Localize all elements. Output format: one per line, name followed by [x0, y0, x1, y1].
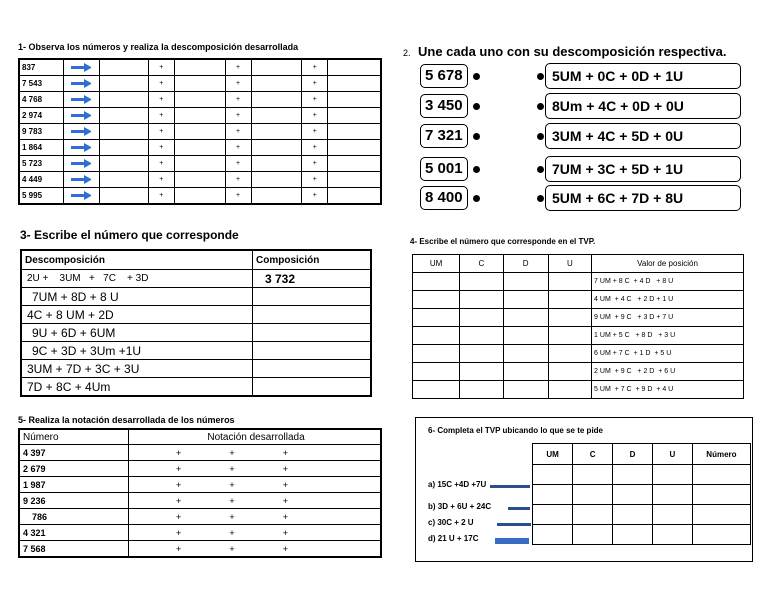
table-row [19, 76, 381, 92]
digit-cell[interactable] [460, 345, 503, 363]
plus-cell: + [148, 108, 174, 124]
column-header: UM [413, 255, 460, 273]
answer-cell[interactable] [328, 124, 381, 140]
header-descomposicion: Descomposición [21, 250, 253, 270]
item-label: b) 3D + 6U + 24C [428, 502, 492, 511]
digit-cell[interactable] [503, 345, 548, 363]
answer-cell[interactable] [652, 525, 692, 545]
match-dot-left[interactable] [473, 103, 480, 110]
arrow-cell [63, 188, 99, 205]
plus-cell: + [148, 59, 174, 76]
number-cell: 7 568 [19, 541, 129, 558]
plus-cell: + [148, 92, 174, 108]
match-dot-left[interactable] [473, 133, 480, 140]
notation-cell[interactable] [129, 493, 382, 509]
answer-cell[interactable] [533, 525, 573, 545]
expression-box: 5UM + 0C + 0D + 1U [545, 63, 741, 89]
answer-cell[interactable] [174, 92, 225, 108]
plus-sign: + [282, 527, 288, 538]
table-row [19, 156, 381, 172]
plus-cell: + [148, 156, 174, 172]
composition-cell[interactable] [253, 360, 372, 378]
answer-cell[interactable] [328, 140, 381, 156]
answer-cell[interactable] [251, 156, 302, 172]
answer-cell[interactable] [100, 124, 149, 140]
notation-cell[interactable] [129, 525, 382, 541]
composition-cell[interactable]: 3 732 [253, 270, 372, 288]
table-row [19, 445, 381, 461]
composition-cell[interactable] [253, 324, 372, 342]
answer-cell[interactable] [100, 172, 149, 188]
arrow-right-icon [71, 97, 91, 102]
table-row [413, 291, 744, 309]
digit-cell[interactable] [503, 291, 548, 309]
number-box: 8 400 [420, 186, 468, 210]
answer-cell[interactable] [174, 124, 225, 140]
plus-cell: + [302, 59, 328, 76]
table-row [413, 327, 744, 345]
digit-cell[interactable] [413, 273, 460, 291]
number-cell: 7 543 [19, 76, 63, 92]
section3-table [20, 249, 372, 397]
header-numero: Número [19, 429, 129, 445]
decomposition-cell: 9C + 3D + 3Um +1U [21, 342, 253, 360]
arrow-right-icon [71, 177, 91, 182]
expression-box: 7UM + 3C + 5D + 1U [545, 156, 741, 182]
number-box: 7 321 [420, 124, 468, 148]
answer-cell[interactable] [328, 108, 381, 124]
answer-cell[interactable] [100, 108, 149, 124]
table-row [21, 306, 371, 324]
section1-table [18, 58, 382, 205]
arrow-cell [63, 172, 99, 188]
plus-cell: + [302, 92, 328, 108]
answer-cell[interactable] [613, 485, 653, 505]
answer-cell[interactable] [692, 485, 750, 505]
answer-cell[interactable] [100, 140, 149, 156]
plus-signs [152, 512, 312, 522]
answer-cell[interactable] [573, 465, 613, 485]
arrow-cell [63, 140, 99, 156]
table-row [533, 525, 751, 545]
plus-sign: + [229, 511, 235, 522]
plus-cell: + [302, 188, 328, 205]
answer-cell[interactable] [328, 59, 381, 76]
plus-cell: + [148, 124, 174, 140]
column-header: UM [533, 444, 573, 465]
answer-cell[interactable] [174, 76, 225, 92]
section5-title: 5- Realiza la notación desarrollada de los números [18, 415, 235, 425]
match-dot-left[interactable] [473, 73, 480, 80]
plus-cell: + [148, 188, 174, 205]
match-dot-right[interactable] [537, 133, 544, 140]
value-cell: 7 UM + 8 C + 4 D + 8 U [592, 273, 744, 291]
plus-sign: + [229, 479, 235, 490]
answer-cell[interactable] [652, 465, 692, 485]
answer-cell[interactable] [251, 92, 302, 108]
number-cell: 5 995 [19, 188, 63, 205]
number-cell: 837 [19, 59, 63, 76]
table-row [413, 273, 744, 291]
notation-cell[interactable] [129, 445, 382, 461]
answer-cell[interactable] [692, 505, 750, 525]
header-composicion: Composición [253, 250, 372, 270]
table-row [19, 124, 381, 140]
digit-cell[interactable] [503, 309, 548, 327]
answer-cell[interactable] [100, 59, 149, 76]
plus-cell: + [225, 156, 251, 172]
plus-sign: + [176, 527, 182, 538]
plus-cell: + [225, 59, 251, 76]
plus-signs [152, 528, 312, 538]
number-cell: 1 987 [19, 477, 129, 493]
number-cell: 9 783 [19, 124, 63, 140]
decomposition-cell: 9U + 6D + 6UM [21, 324, 253, 342]
digit-cell[interactable] [503, 363, 548, 381]
value-cell: 5 UM + 7 C + 9 D + 4 U [592, 381, 744, 399]
section4-table [412, 254, 744, 399]
section2-title: Une cada uno con su descomposición respectiva. [418, 44, 727, 59]
digit-cell[interactable] [413, 345, 460, 363]
plus-cell: + [225, 140, 251, 156]
match-dot-left[interactable] [473, 166, 480, 173]
digit-cell[interactable] [460, 309, 503, 327]
answer-cell[interactable] [533, 505, 573, 525]
plus-cell: + [302, 140, 328, 156]
section4-title: 4- Escribe el número que corresponde en el TVP. [410, 237, 596, 246]
decomposition-cell: 4C + 8 UM + 2D [21, 306, 253, 324]
table-row [533, 485, 751, 505]
composition-cell[interactable] [253, 306, 372, 324]
column-header: U [652, 444, 692, 465]
answer-cell[interactable] [328, 172, 381, 188]
digit-cell[interactable] [413, 309, 460, 327]
arrow-right-icon [71, 193, 91, 198]
number-cell: 4 449 [19, 172, 63, 188]
number-cell: 4 321 [19, 525, 129, 541]
arrow-right-icon [71, 65, 91, 70]
number-cell: 1 864 [19, 140, 63, 156]
decomposition-cell: 3UM + 7D + 3C + 3U [21, 360, 253, 378]
plus-sign: + [176, 543, 182, 554]
table-row [19, 541, 381, 558]
plus-cell: + [225, 92, 251, 108]
value-cell: 2 UM + 9 C + 2 D + 6 U [592, 363, 744, 381]
table-row [19, 92, 381, 108]
table-row [533, 505, 751, 525]
item-label: d) 21 U + 17C [428, 534, 479, 543]
plus-cell: + [225, 76, 251, 92]
table-row [21, 360, 371, 378]
column-header: D [503, 255, 548, 273]
digit-cell[interactable] [548, 273, 591, 291]
notation-cell[interactable] [129, 477, 382, 493]
arrow-right-icon [71, 113, 91, 118]
answer-cell[interactable] [251, 140, 302, 156]
digit-cell[interactable] [460, 291, 503, 309]
decomposition-cell: 7D + 8C + 4Um [21, 378, 253, 397]
composition-cell[interactable] [253, 288, 372, 306]
arrow-cell [63, 108, 99, 124]
digit-cell[interactable] [413, 327, 460, 345]
table-row [413, 363, 744, 381]
plus-cell: + [302, 124, 328, 140]
answer-cell[interactable] [533, 465, 573, 485]
notation-cell[interactable] [129, 509, 382, 525]
digit-cell[interactable] [548, 291, 591, 309]
item-label: c) 30C + 2 U [428, 518, 474, 527]
plus-cell: + [148, 172, 174, 188]
table-row [19, 172, 381, 188]
answer-cell[interactable] [251, 124, 302, 140]
number-box: 3 450 [420, 94, 468, 118]
expression-box: 5UM + 6C + 7D + 8U [545, 185, 741, 211]
arrow-right-icon [71, 129, 91, 134]
digit-cell[interactable] [548, 327, 591, 345]
digit-cell[interactable] [460, 273, 503, 291]
plus-cell: + [302, 156, 328, 172]
digit-cell[interactable] [548, 309, 591, 327]
arrow-cell [63, 124, 99, 140]
answer-cell[interactable] [328, 76, 381, 92]
plus-sign: + [229, 447, 235, 458]
arrow-cell [63, 59, 99, 76]
plus-sign: + [176, 447, 182, 458]
value-cell: 9 UM + 9 C + 3 D + 7 U [592, 309, 744, 327]
plus-sign: + [176, 495, 182, 506]
table-row [21, 270, 371, 288]
number-cell: 4 768 [19, 92, 63, 108]
number-cell: 5 723 [19, 156, 63, 172]
table-row [21, 342, 371, 360]
table-row [19, 108, 381, 124]
answer-cell[interactable] [652, 505, 692, 525]
plus-sign: + [282, 543, 288, 554]
plus-cell: + [225, 108, 251, 124]
answer-cell[interactable] [251, 188, 302, 205]
number-cell: 9 236 [19, 493, 129, 509]
column-header: D [613, 444, 653, 465]
plus-cell: + [225, 124, 251, 140]
answer-cell[interactable] [251, 172, 302, 188]
answer-cell[interactable] [692, 525, 750, 545]
answer-cell[interactable] [328, 188, 381, 205]
answer-cell[interactable] [613, 505, 653, 525]
arrow-right-icon [71, 81, 91, 86]
table-row [21, 378, 371, 397]
match-dot-right[interactable] [537, 103, 544, 110]
table-row [19, 525, 381, 541]
table-row [413, 309, 744, 327]
answer-cell[interactable] [251, 76, 302, 92]
digit-cell[interactable] [460, 327, 503, 345]
table-row [19, 59, 381, 76]
number-cell: 2 679 [19, 461, 129, 477]
section5-table [18, 428, 382, 558]
table-row [533, 465, 751, 485]
pointer-arrow-icon [497, 523, 531, 526]
digit-cell[interactable] [548, 363, 591, 381]
plus-cell: + [302, 172, 328, 188]
answer-cell[interactable] [613, 525, 653, 545]
plus-sign: + [229, 463, 235, 474]
section3-title: 3- Escribe el número que corresponde [20, 228, 239, 242]
answer-cell[interactable] [251, 59, 302, 76]
answer-cell[interactable] [100, 188, 149, 205]
match-dot-left[interactable] [473, 195, 480, 202]
plus-signs [152, 464, 312, 474]
answer-cell[interactable] [613, 465, 653, 485]
column-header: U [548, 255, 591, 273]
digit-cell[interactable] [503, 273, 548, 291]
table-row [19, 188, 381, 205]
plus-sign: + [176, 463, 182, 474]
value-cell: 1 UM + 5 C + 8 D + 3 U [592, 327, 744, 345]
section6-table [532, 443, 751, 545]
digit-cell[interactable] [503, 327, 548, 345]
plus-sign: + [229, 527, 235, 538]
plus-cell: + [302, 108, 328, 124]
pointer-arrow-icon [495, 538, 529, 544]
composition-cell[interactable] [253, 378, 372, 397]
number-box: 5 001 [420, 157, 468, 181]
table-row [19, 140, 381, 156]
arrow-cell [63, 156, 99, 172]
digit-cell[interactable] [548, 345, 591, 363]
plus-signs [152, 544, 312, 554]
answer-cell[interactable] [652, 485, 692, 505]
digit-cell[interactable] [413, 291, 460, 309]
digit-cell[interactable] [460, 363, 503, 381]
digit-cell[interactable] [503, 381, 548, 399]
table-row [19, 493, 381, 509]
plus-sign: + [229, 495, 235, 506]
number-cell: 4 397 [19, 445, 129, 461]
answer-cell[interactable] [328, 156, 381, 172]
answer-cell[interactable] [174, 108, 225, 124]
column-header: Valor de posición [592, 255, 744, 273]
answer-cell[interactable] [692, 465, 750, 485]
plus-cell: + [148, 76, 174, 92]
number-box: 5 678 [420, 64, 468, 88]
plus-cell: + [302, 76, 328, 92]
notation-cell[interactable] [129, 461, 382, 477]
expression-box: 3UM + 4C + 5D + 0U [545, 123, 741, 149]
plus-sign: + [282, 511, 288, 522]
plus-sign: + [282, 479, 288, 490]
number-cell: 2 974 [19, 108, 63, 124]
plus-signs [152, 448, 312, 458]
plus-signs [152, 496, 312, 506]
plus-signs [152, 480, 312, 490]
value-cell: 6 UM + 7 C + 1 D + 5 U [592, 345, 744, 363]
answer-cell[interactable] [328, 92, 381, 108]
answer-cell[interactable] [174, 172, 225, 188]
table-row [19, 509, 381, 525]
digit-cell[interactable] [460, 381, 503, 399]
plus-sign: + [176, 511, 182, 522]
plus-sign: + [176, 479, 182, 490]
number-cell: 786 [19, 509, 129, 525]
answer-cell[interactable] [573, 485, 613, 505]
answer-cell[interactable] [100, 92, 149, 108]
decomposition-cell: 7UM + 8D + 8 U [21, 288, 253, 306]
notation-cell[interactable] [129, 541, 382, 558]
plus-sign: + [229, 543, 235, 554]
answer-cell[interactable] [174, 59, 225, 76]
digit-cell[interactable] [548, 381, 591, 399]
answer-cell[interactable] [174, 156, 225, 172]
plus-cell: + [225, 188, 251, 205]
digit-cell[interactable] [413, 363, 460, 381]
answer-cell[interactable] [533, 485, 573, 505]
section6-title: 6- Completa el TVP ubicando lo que se te pide [428, 426, 603, 435]
plus-cell: + [225, 172, 251, 188]
column-header: Número [692, 444, 750, 465]
table-row [413, 345, 744, 363]
answer-cell[interactable] [174, 140, 225, 156]
plus-sign: + [282, 495, 288, 506]
plus-sign: + [282, 447, 288, 458]
table-row [19, 477, 381, 493]
value-cell: 4 UM + 4 C + 2 D + 1 U [592, 291, 744, 309]
pointer-arrow-icon [490, 485, 530, 488]
column-header: C [573, 444, 613, 465]
answer-cell[interactable] [100, 76, 149, 92]
pointer-arrow-icon [508, 507, 530, 510]
arrow-right-icon [71, 161, 91, 166]
plus-sign: + [282, 463, 288, 474]
header-notacion: Notación desarrollada [129, 429, 382, 445]
table-row [413, 381, 744, 399]
expression-box: 8Um + 4C + 0D + 0U [545, 93, 741, 119]
table-row [21, 324, 371, 342]
item-label: a) 15C +4D +7U [428, 480, 487, 489]
digit-cell[interactable] [413, 381, 460, 399]
decomposition-cell: 2U + 3UM + 7C + 3D [21, 270, 253, 288]
answer-cell[interactable] [573, 505, 613, 525]
match-dot-right[interactable] [537, 166, 544, 173]
section2-number: 2. [403, 48, 411, 58]
table-row [19, 461, 381, 477]
section1-title: 1- Observa los números y realiza la descomposición desarrollada [18, 42, 299, 52]
arrow-right-icon [71, 145, 91, 150]
column-header: C [460, 255, 503, 273]
match-dot-right[interactable] [537, 73, 544, 80]
arrow-cell [63, 92, 99, 108]
answer-cell[interactable] [251, 108, 302, 124]
answer-cell[interactable] [100, 156, 149, 172]
answer-cell[interactable] [174, 188, 225, 205]
arrow-cell [63, 76, 99, 92]
plus-cell: + [148, 140, 174, 156]
composition-cell[interactable] [253, 342, 372, 360]
answer-cell[interactable] [573, 525, 613, 545]
table-row [21, 288, 371, 306]
match-dot-right[interactable] [537, 195, 544, 202]
